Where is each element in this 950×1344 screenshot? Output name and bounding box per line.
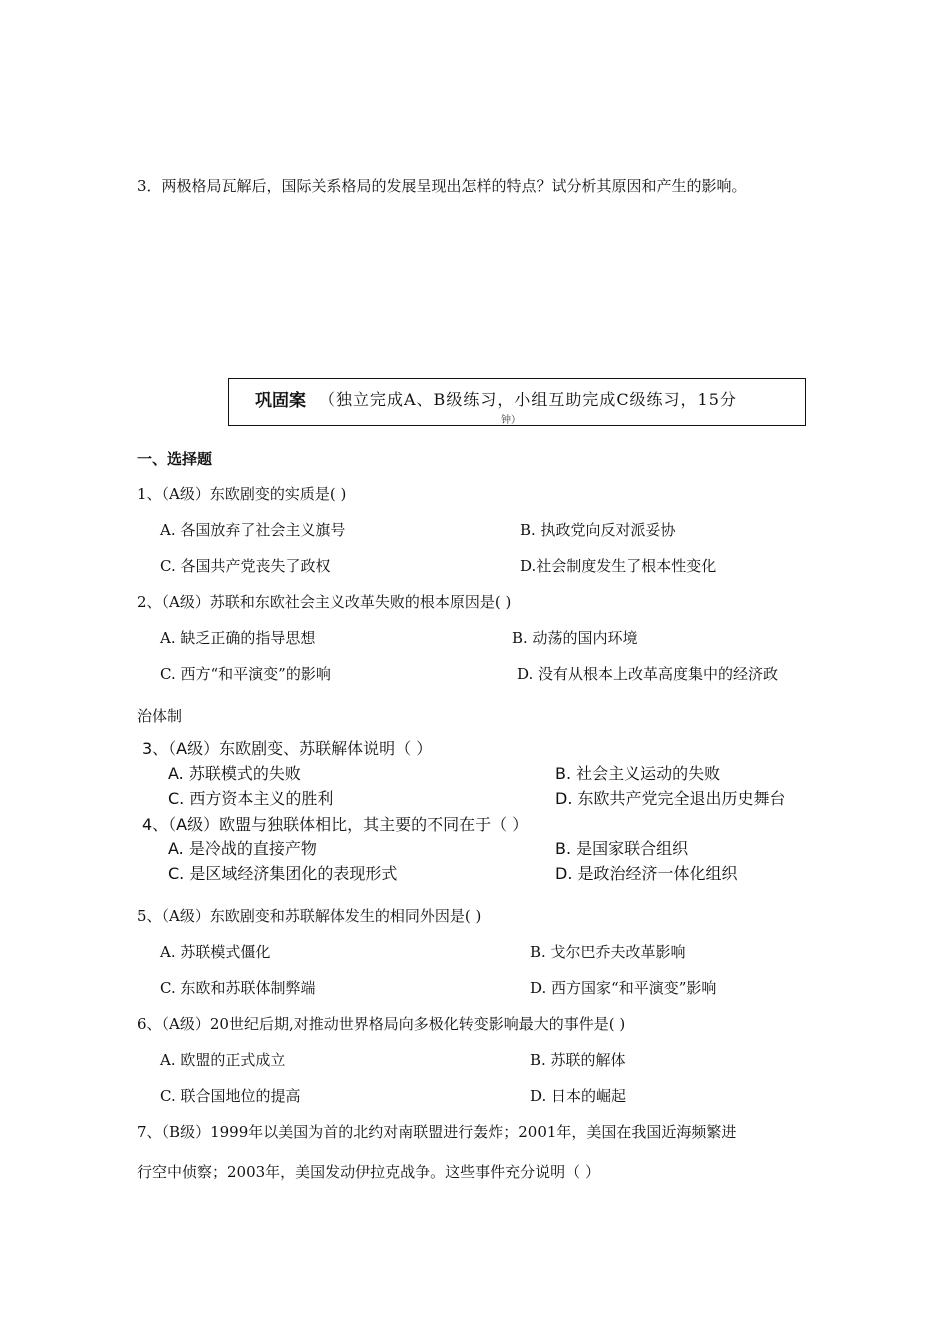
q1-option-a: A. 各国放弃了社会主义旗号 — [160, 521, 346, 539]
question-1-stem: 1、（A级）东欧剧变的实质是( ) — [137, 485, 347, 503]
q3-option-c: C. 西方资本主义的胜利 — [168, 789, 334, 808]
q3-option-d: D. 东欧共产党完全退出历史舞台 — [555, 789, 786, 808]
consolidation-box — [228, 378, 806, 426]
q2-option-b: B. 动荡的国内环境 — [512, 629, 638, 647]
section-heading: 一、选择题 — [137, 450, 213, 468]
q2-option-d: D. 没有从根本上改革高度集中的经济政 — [517, 665, 779, 683]
question-2-stem: 2、（A级）苏联和东欧社会主义改革失败的根本原因是( ) — [137, 593, 512, 611]
q6-option-d: D. 日本的崛起 — [530, 1087, 627, 1105]
q4-option-a: A. 是冷战的直接产物 — [168, 839, 317, 858]
box-subtitle: （独立完成A、B级练习，小组互助完成C级练习，15分 — [319, 390, 737, 409]
essay-question-3: 3．两极格局瓦解后，国际关系格局的发展呈现出怎样的特点？试分析其原因和产生的影响。 — [137, 177, 747, 195]
q3-option-b: B. 社会主义运动的失败 — [555, 764, 721, 783]
q1-option-d: D.社会制度发生了根本性变化 — [520, 557, 717, 575]
q2-option-a: A. 缺乏正确的指导思想 — [160, 629, 316, 647]
q6-option-a: A. 欧盟的正式成立 — [160, 1051, 286, 1069]
question-7-stem-line-2: 行空中侦察；2003年，美国发动伊拉克战争。这些事件充分说明（ ） — [137, 1163, 600, 1181]
q4-option-c: C. 是区域经济集团化的表现形式 — [168, 864, 398, 883]
q6-option-b: B. 苏联的解体 — [530, 1051, 626, 1069]
question-5-stem: 5、（A级）东欧剧变和苏联解体发生的相同外因是( ) — [137, 907, 482, 925]
q5-option-d: D. 西方国家“和平演变”影响 — [530, 979, 717, 997]
q4-option-d: D. 是政治经济一体化组织 — [555, 864, 738, 883]
q1-option-b: B. 执政党向反对派妥协 — [520, 521, 676, 539]
question-7-stem-line-1: 7、（B级）1999年以美国为首的北约对南联盟进行轰炸；2001年，美国在我国近海频繁进 — [137, 1123, 737, 1141]
box-overflow-text: 钟） — [501, 415, 521, 426]
q3-option-a: A. 苏联模式的失败 — [168, 764, 301, 783]
q5-option-b: B. 戈尔巴乔夫改革影响 — [530, 943, 686, 961]
q5-option-a: A. 苏联模式僵化 — [160, 943, 271, 961]
question-4-stem: 4、（A级）欧盟与独联体相比，其主要的不同在于（ ） — [142, 815, 529, 834]
question-6-stem: 6、（A级）20世纪后期,对推动世界格局向多极化转变影响最大的事件是( ) — [137, 1015, 626, 1033]
q5-option-c: C. 东欧和苏联体制弊端 — [160, 979, 316, 997]
q4-option-b: B. 是国家联合组织 — [555, 839, 689, 858]
question-3-stem: 3、（A级）东欧剧变、苏联解体说明（ ） — [142, 739, 433, 758]
q6-option-c: C. 联合国地位的提高 — [160, 1087, 301, 1105]
q1-option-c: C. 各国共产党丧失了政权 — [160, 557, 331, 575]
q2-option-c: C. 西方“和平演变”的影响 — [160, 665, 331, 683]
q2-continuation: 治体制 — [137, 707, 183, 725]
box-title: 巩固案 — [255, 391, 306, 411]
